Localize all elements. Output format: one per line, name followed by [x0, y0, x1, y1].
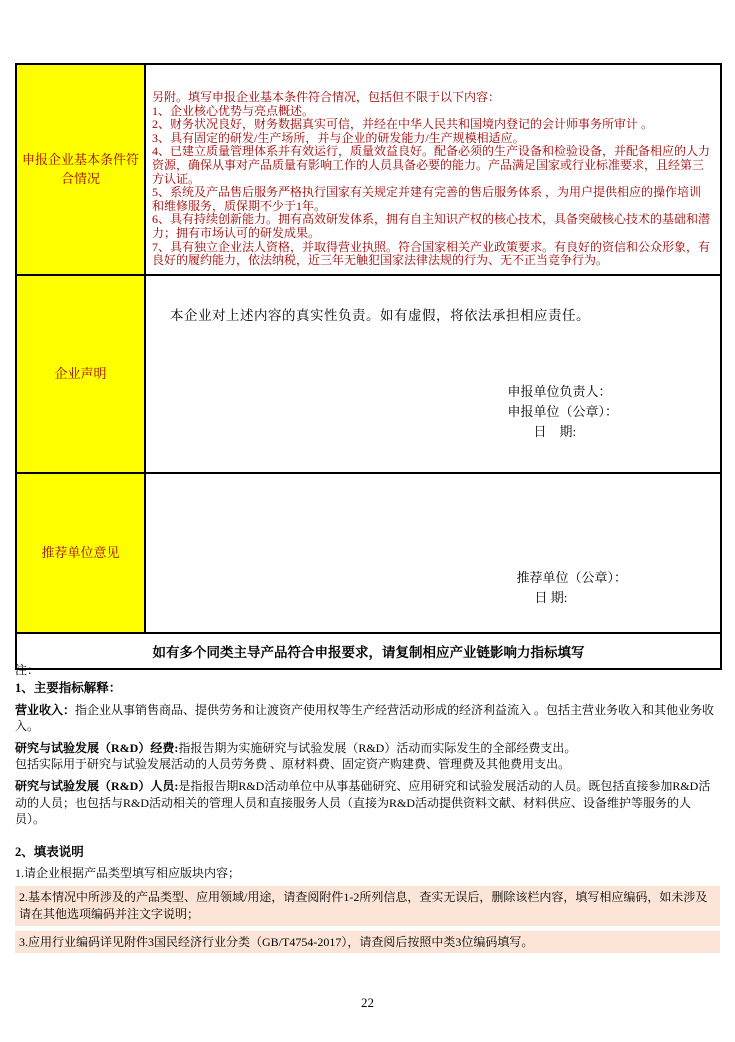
sign-line-seal: 申报单位（公章）： — [507, 403, 618, 419]
indicator-term: 营业收入： — [15, 702, 76, 717]
notes-title: 注： — [15, 663, 40, 677]
condition-line: 5、系统及产品售后服务严格执行国家有关规定并建有完善的售后服务体系 ，为用户提供相应的操作培训和维修服务，质保期不少于1年。 — [152, 185, 702, 213]
indicator-term: 研究与试验发展（R&D）经费: — [15, 740, 179, 755]
indicator-rd-personnel — [15, 778, 720, 828]
recommendation-content — [145, 473, 721, 633]
indicator-rd-expense — [15, 740, 720, 773]
instruction-line-1: 1.请企业根据产品类型填写相应版块内容； — [15, 865, 241, 880]
sign-line-date: 日 期: — [533, 423, 577, 439]
indicator-desc-continued: 包括实际用于研究与试验发展活动的人员劳务费 、原材料费、固定资产购建费、管理费及其他费用支出。 — [15, 757, 571, 772]
condition-line: 4、已建立质量管理体系并有效运行，质量效益良好。配备必须的生产设备和检验设备，并配备相应的人力资源，确保从事对产品质量有影响工作的人员具备必要的能力。产品满足国家或行业标准要求，且经第三方认证。 — [152, 144, 711, 186]
indicator-term: 研究与试验发展（R&D）人员: — [15, 778, 179, 793]
indicator-desc: 是指报告期R&D活动单位中从事基础研究、应用研究和试验发展活动的人员。既包括直接参加R&D活动的人员；也包括与R&D活动相关的管理人员和直接服务人员（直接为R&D活动提供资料文献、材料供应、设备维护等服务的人员）。 — [15, 778, 711, 827]
page-number: 22 — [361, 995, 374, 1010]
declaration-label: 企业声明 — [16, 275, 145, 473]
condition-line: 2、财务状况良好，财务数据真实可信，并经在中华人民共和国境内登记的会计师事务所审计 。 — [152, 117, 654, 132]
indicators-section-title: 1、主要指标解释： — [15, 680, 122, 695]
sign-line-date: 日 期: — [534, 589, 568, 605]
declaration-content — [145, 275, 721, 473]
sign-line-responsible: 申报单位负责人： — [507, 383, 612, 399]
notes-section — [15, 662, 720, 953]
recommendation-label: 推荐单位意见 — [16, 473, 145, 633]
condition-line: 另附。填写申报企业基本条件符合情况，包括但不限于以下内容： — [152, 90, 501, 104]
conditions-text-block — [146, 65, 720, 274]
declaration-statement: 本企业对上述内容的真实性负责。如有虚假，将依法承担相应责任。 — [170, 307, 590, 323]
recommendation-sign-block — [516, 568, 627, 608]
indicator-desc: 指企业从事销售商品、提供劳务和让渡资产使用权等生产经营活动形成的经济利益流入 。包括主营业务收入和其他业务收入。 — [15, 702, 715, 734]
basic-conditions-label: 申报企业基本条件符合情况 — [16, 64, 145, 275]
declaration-sign-block — [507, 382, 618, 442]
indicator-desc: 指报告期为实施研究与试验发展（R&D）活动而实际发生的全部经费支出。 — [178, 740, 577, 755]
table-row-recommendation — [16, 473, 721, 633]
table-row-declaration — [16, 275, 721, 473]
table-footer-note: 如有多个同类主导产品符合申报要求，请复制相应产业链影响力指标填写 — [16, 633, 721, 669]
fill-instructions-title: 2、填表说明 — [15, 844, 84, 859]
condition-line: 1、企业核心优势与亮点概述。 — [152, 103, 315, 118]
indicator-revenue — [15, 702, 720, 735]
condition-line: 7、具有独立企业法人资格，并取得营业执照。符合国家相关产业政策要求。有良好的资信和公众形象，有良好的履约能力，依法纳税，近三年无触犯国家法律法规的行为、无不正当竞争行为。 — [152, 239, 711, 268]
basic-conditions-content — [145, 64, 721, 275]
instruction-line-2: 2.基本情况中所涉及的产品类型、应用领域/用途，请查阅附件1-2所列信息，查实无误后，删除该栏内容，填写相应编码，如未涉及请在其他选项编码并注文字说明； — [15, 886, 720, 925]
table-row-basic-conditions — [16, 64, 721, 275]
condition-line: 6、具有持续创新能力。拥有高效研发体系，拥有自主知识产权的核心技术，具备突破核心技术的基础和潜力；拥有市场认可的研发成果。 — [152, 212, 711, 240]
sign-line-seal: 推荐单位（公章）： — [516, 569, 627, 585]
condition-line: 3、具有固定的研发/生产场所，并与企业的研发能力/生产规模相适应。 — [152, 130, 525, 145]
instruction-line-3: 3.应用行业编码详见附件3国民经济行业分类（GB/T4754-2017），请查阅后按照中类3位编码填写。 — [15, 931, 720, 954]
application-table — [15, 63, 722, 670]
